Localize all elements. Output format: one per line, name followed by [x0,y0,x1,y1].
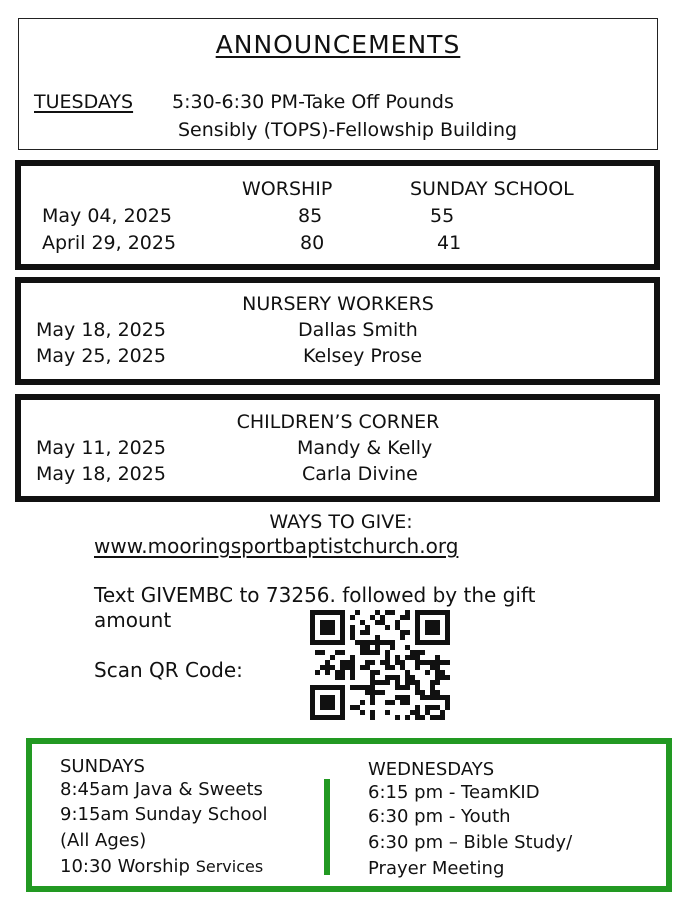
childrens-corner-date: May 11, 2025 [36,437,166,459]
nursery-date: May 18, 2025 [36,319,166,341]
wednesday-event: 6:30 pm – Bible Study/ [368,832,573,853]
nursery-date: May 25, 2025 [36,345,166,367]
worship-services: Services [195,857,264,876]
tops-line-1: 5:30-6:30 PM-Take Off Pounds [172,91,454,113]
qr-code-icon[interactable] [310,610,450,720]
sunday-event: 8:45am Java & Sweets [60,779,263,800]
wednesday-event: 6:30 pm - Youth [368,806,511,827]
attendance-date: May 04, 2025 [42,205,172,227]
childrens-corner-title: CHILDREN’S CORNER [236,411,440,433]
nursery-title: NURSERY WORKERS [242,293,434,315]
ways-to-give-title: WAYS TO GIVE: [269,511,413,533]
sunday-event: 9:15am Sunday School [60,804,268,825]
worship-count: 80 [300,232,325,254]
wednesday-event: 6:15 pm - TeamKID [368,782,540,803]
attendance-date: April 29, 2025 [42,232,177,254]
childrens-corner-leader: Mandy & Kelly [297,437,433,459]
worship-count: 85 [298,205,323,227]
text-to-give-line-2: amount [94,608,172,632]
text-to-give-line-1: Text GIVEMBC to 73256. followed by the gift [94,583,536,607]
worship-header: WORSHIP [242,178,333,200]
nursery-worker: Dallas Smith [298,319,418,341]
schedule-divider [324,779,330,875]
tops-line-2: Sensibly (TOPS)-Fellowship Building [178,119,518,141]
worship-time: 10:30 Worship [60,856,190,877]
announcements-title: ANNOUNCEMENTS [215,30,461,59]
sundays-title: SUNDAYS [60,756,145,777]
childrens-corner-date: May 18, 2025 [36,463,166,485]
sunday-event: (All Ages) [60,830,147,851]
scan-qr-label: Scan QR Code: [94,658,243,682]
sunday-school-header: SUNDAY SCHOOL [410,178,574,200]
church-website-link[interactable]: www.mooringsportbaptistchurch.org [94,534,459,558]
sunday-event-worship [60,856,263,878]
wednesdays-title: WEDNESDAYS [368,759,495,780]
wednesday-event: Prayer Meeting [368,858,505,879]
sunday-school-count: 55 [430,205,455,227]
childrens-corner-leader: Carla Divine [302,463,418,485]
sunday-school-count: 41 [437,232,462,254]
tuesdays-label: TUESDAYS [34,91,134,113]
nursery-worker: Kelsey Prose [303,345,423,367]
